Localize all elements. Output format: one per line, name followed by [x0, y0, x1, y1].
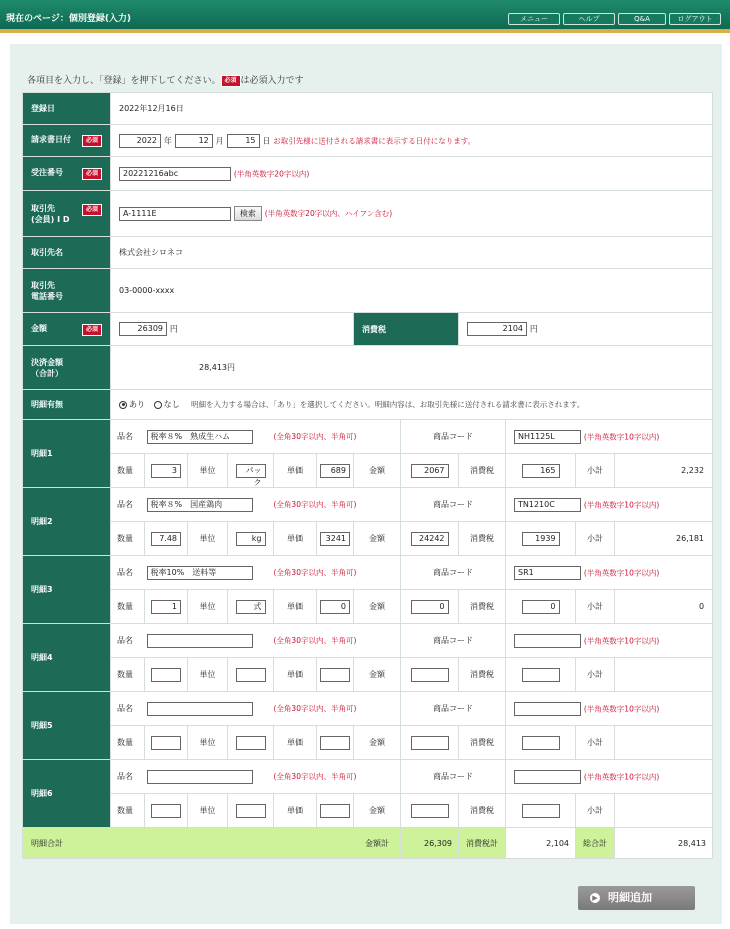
- code-label: 商品コード: [401, 760, 506, 794]
- amount-total-value: 26,309: [401, 828, 459, 859]
- name-label: 品名: [111, 624, 145, 658]
- code-label: 商品コード: [401, 624, 506, 658]
- code-note: (半角英数字10字以内): [583, 432, 660, 441]
- qty-label: 数量: [111, 454, 145, 488]
- tax-input[interactable]: 2104: [467, 322, 527, 336]
- amount-input[interactable]: 2067: [411, 464, 449, 478]
- form-table: [22, 92, 713, 859]
- item-name-input[interactable]: [147, 702, 253, 716]
- page-title: 現在のページ：個別登録(入力): [6, 14, 132, 24]
- unit-input[interactable]: パック: [236, 464, 266, 478]
- price-label: 単価: [274, 590, 317, 624]
- code-note: (半角英数字10字以内): [583, 500, 660, 509]
- year-unit: 年: [163, 136, 172, 145]
- detail-yes-radio[interactable]: [119, 401, 127, 409]
- name-label: 品名: [111, 488, 145, 522]
- code-note: (半角英数字10字以内): [583, 568, 660, 577]
- required-badge: 必須: [82, 135, 102, 147]
- partner-tel-label: 取引先 電話番号: [23, 269, 111, 313]
- name-note: (全角30字以内、半角可): [273, 636, 357, 645]
- partner-tel-value: 03-0000-xxxx: [111, 269, 713, 313]
- qty-label: 数量: [111, 590, 145, 624]
- subtotal-label: 小計: [576, 726, 615, 760]
- price-label: 単価: [274, 522, 317, 556]
- subtotal-label: 小計: [576, 658, 615, 692]
- code-note: (半角英数字10字以内): [583, 772, 660, 781]
- subtotal-value: [615, 794, 713, 828]
- tax-total-value: 2,104: [506, 828, 576, 859]
- intro-before: 各項目を入力し、「登録」を押下してください。: [27, 76, 221, 86]
- order-no-input[interactable]: 20221216abc: [119, 167, 231, 181]
- price-label: 単価: [274, 726, 317, 760]
- price-label: 単価: [274, 658, 317, 692]
- detail-flag-label: 明細有無: [23, 390, 111, 420]
- partner-id-note: (半角英数字20字以内、ハイフン含む): [264, 209, 393, 218]
- item-name-input[interactable]: 税率10% 送料等: [147, 566, 253, 580]
- unit-input[interactable]: [236, 736, 266, 750]
- amount-input[interactable]: [411, 668, 449, 682]
- tax-unit: 円: [529, 324, 538, 334]
- amount-input[interactable]: 26309: [119, 322, 167, 336]
- subtotal-label: 小計: [576, 794, 615, 828]
- unit-input[interactable]: [236, 804, 266, 818]
- qty-label: 数量: [111, 658, 145, 692]
- tax-input[interactable]: 165: [522, 464, 560, 478]
- order-no-label: 受注番号 必須: [23, 157, 111, 191]
- qty-input[interactable]: 3: [151, 464, 181, 478]
- amount-label: 金額: [354, 522, 401, 556]
- menu-button[interactable]: メニュー: [508, 13, 560, 25]
- intro-text: [27, 73, 304, 87]
- month-unit: 月: [215, 136, 224, 145]
- amount-total-label: 金額計: [354, 828, 401, 859]
- name-label: 品名: [111, 420, 145, 454]
- amount-label: 金額: [354, 590, 401, 624]
- grand-total-value: 28,413: [615, 828, 713, 859]
- required-badge: 必須: [221, 75, 241, 87]
- partner-name-label: 取引先名: [23, 237, 111, 269]
- tax-input[interactable]: 1939: [522, 532, 560, 546]
- code-label: 商品コード: [401, 420, 506, 454]
- item-name-input[interactable]: 税率８% 熟成生ハム: [147, 430, 253, 444]
- price-input[interactable]: [320, 668, 350, 682]
- unit-label: 単位: [188, 522, 228, 556]
- reg-date-value: 2022年12月16日: [111, 93, 713, 125]
- logout-button[interactable]: ログアウト: [669, 13, 721, 25]
- reg-date-label: 登録日: [23, 93, 111, 125]
- amount-label: 金額: [354, 454, 401, 488]
- unit-label: 単位: [188, 794, 228, 828]
- unit-input[interactable]: [236, 668, 266, 682]
- unit-input[interactable]: kg: [236, 532, 266, 546]
- amount-input[interactable]: 0: [411, 600, 449, 614]
- qty-input[interactable]: [151, 668, 181, 682]
- name-note: (全角30字以内、半角可): [273, 500, 357, 509]
- qty-input[interactable]: [151, 736, 181, 750]
- tax-input[interactable]: [522, 736, 560, 750]
- required-badge: 必須: [82, 204, 102, 216]
- play-icon: ▶: [590, 893, 600, 903]
- tax-label: 消費税: [459, 522, 506, 556]
- day-unit: 日: [262, 136, 271, 145]
- item-code-input[interactable]: [514, 702, 581, 716]
- item-name-input[interactable]: [147, 770, 253, 784]
- tax-label: 消費税: [459, 454, 506, 488]
- qty-input[interactable]: 7.48: [151, 532, 181, 546]
- tax-input[interactable]: [522, 668, 560, 682]
- amount-label: 金額 必須: [23, 313, 111, 346]
- bill-day-input[interactable]: 15: [227, 134, 260, 148]
- amount-unit: 円: [169, 324, 178, 334]
- subtotal-value: 2,232: [615, 454, 713, 488]
- settle-label: 決済金額 （合計）: [23, 346, 111, 390]
- tax-label: 消費税: [459, 794, 506, 828]
- order-no-note: (半角英数字20字以内): [233, 169, 310, 178]
- tax-label: 消費税: [459, 658, 506, 692]
- detail-row-label: 明細2: [23, 488, 111, 556]
- price-input[interactable]: [320, 736, 350, 750]
- code-label: 商品コード: [401, 556, 506, 590]
- tax-label: 消費税: [459, 590, 506, 624]
- bill-date-note: お取引先様に送付される請求書に表示する日付になります。: [273, 136, 476, 145]
- detail-no-label: なし: [163, 400, 180, 409]
- unit-label: 単位: [188, 658, 228, 692]
- item-code-input[interactable]: TN1210C: [514, 498, 581, 512]
- amount-input[interactable]: 24242: [411, 532, 449, 546]
- settle-value: 28,413円: [111, 346, 713, 390]
- price-input[interactable]: 3241: [320, 532, 350, 546]
- tax-label: 消費税: [354, 313, 459, 346]
- add-detail-label: 明細追加: [608, 891, 652, 904]
- price-label: 単価: [274, 454, 317, 488]
- amount-input[interactable]: [411, 804, 449, 818]
- required-badge: 必須: [82, 324, 102, 336]
- subtotal-value: [615, 726, 713, 760]
- detail-row-label: 明細1: [23, 420, 111, 488]
- amount-input[interactable]: [411, 736, 449, 750]
- item-code-input[interactable]: NH1125L: [514, 430, 581, 444]
- unit-label: 単位: [188, 454, 228, 488]
- item-name-input[interactable]: [147, 634, 253, 648]
- detail-no-radio[interactable]: [154, 401, 162, 409]
- price-input[interactable]: 689: [320, 464, 350, 478]
- intro-after: は必須入力です: [240, 76, 304, 86]
- amount-label: 金額: [354, 658, 401, 692]
- name-note: (全角30字以内、半角可): [273, 772, 357, 781]
- name-label: 品名: [111, 556, 145, 590]
- unit-input[interactable]: 式: [236, 600, 266, 614]
- detail-row-label: 明細4: [23, 624, 111, 692]
- subtotal-label: 小計: [576, 590, 615, 624]
- qty-label: 数量: [111, 794, 145, 828]
- price-input[interactable]: 0: [320, 600, 350, 614]
- item-code-input[interactable]: [514, 770, 581, 784]
- name-note: (全角30字以内、半角可): [273, 704, 357, 713]
- tax-total-label: 消費税計: [459, 828, 506, 859]
- qty-label: 数量: [111, 726, 145, 760]
- required-badge: 必須: [82, 168, 102, 180]
- subtotal-label: 小計: [576, 454, 615, 488]
- price-label: 単価: [274, 794, 317, 828]
- add-detail-button[interactable]: [578, 886, 695, 910]
- item-code-input[interactable]: [514, 634, 581, 648]
- name-note: (全角30字以内、半角可): [273, 568, 357, 577]
- code-note: (半角英数字10字以内): [583, 704, 660, 713]
- grand-total-label: 総合計: [576, 828, 615, 859]
- detail-flag-note: 明細を入力する場合は、「あり」を選択してください。明細内容は、お取引先様に送付される請求書に表示されます。: [191, 400, 585, 409]
- bill-month-input[interactable]: 12: [175, 134, 213, 148]
- qty-input[interactable]: [151, 804, 181, 818]
- detail-row-label: 明細5: [23, 692, 111, 760]
- header-bar: [0, 0, 730, 33]
- item-code-input[interactable]: SR1: [514, 566, 581, 580]
- subtotal-value: [615, 658, 713, 692]
- amount-label: 金額: [354, 794, 401, 828]
- code-label: 商品コード: [401, 692, 506, 726]
- item-name-input[interactable]: 税率８% 国産鶏肉: [147, 498, 253, 512]
- totals-label: 明細合計: [23, 828, 228, 859]
- unit-label: 単位: [188, 726, 228, 760]
- partner-name-value: 株式会社シロネコ: [111, 237, 713, 269]
- help-button[interactable]: ヘルプ: [563, 13, 615, 25]
- name-label: 品名: [111, 760, 145, 794]
- qty-input[interactable]: 1: [151, 600, 181, 614]
- detail-yes-label: あり: [129, 400, 145, 409]
- amount-label: 金額: [354, 726, 401, 760]
- name-note: (全角30字以内、半角可): [273, 432, 357, 441]
- code-note: (半角英数字10字以内): [583, 636, 660, 645]
- qa-button[interactable]: Q&A: [618, 13, 666, 25]
- search-button[interactable]: 検索: [234, 206, 262, 221]
- detail-row-label: 明細6: [23, 760, 111, 828]
- tax-input[interactable]: 0: [522, 600, 560, 614]
- tax-input[interactable]: [522, 804, 560, 818]
- subtotal-value: 0: [615, 590, 713, 624]
- unit-label: 単位: [188, 590, 228, 624]
- tax-label: 消費税: [459, 726, 506, 760]
- code-label: 商品コード: [401, 488, 506, 522]
- bill-year-input[interactable]: 2022: [119, 134, 161, 148]
- bill-date-label: 請求書日付 必須: [23, 125, 111, 157]
- partner-id-label: 必須 取引先 (会員) I D: [23, 191, 111, 237]
- qty-label: 数量: [111, 522, 145, 556]
- detail-row-label: 明細3: [23, 556, 111, 624]
- price-input[interactable]: [320, 804, 350, 818]
- name-label: 品名: [111, 692, 145, 726]
- subtotal-label: 小計: [576, 522, 615, 556]
- partner-id-input[interactable]: A-1111E: [119, 207, 231, 221]
- subtotal-value: 26,181: [615, 522, 713, 556]
